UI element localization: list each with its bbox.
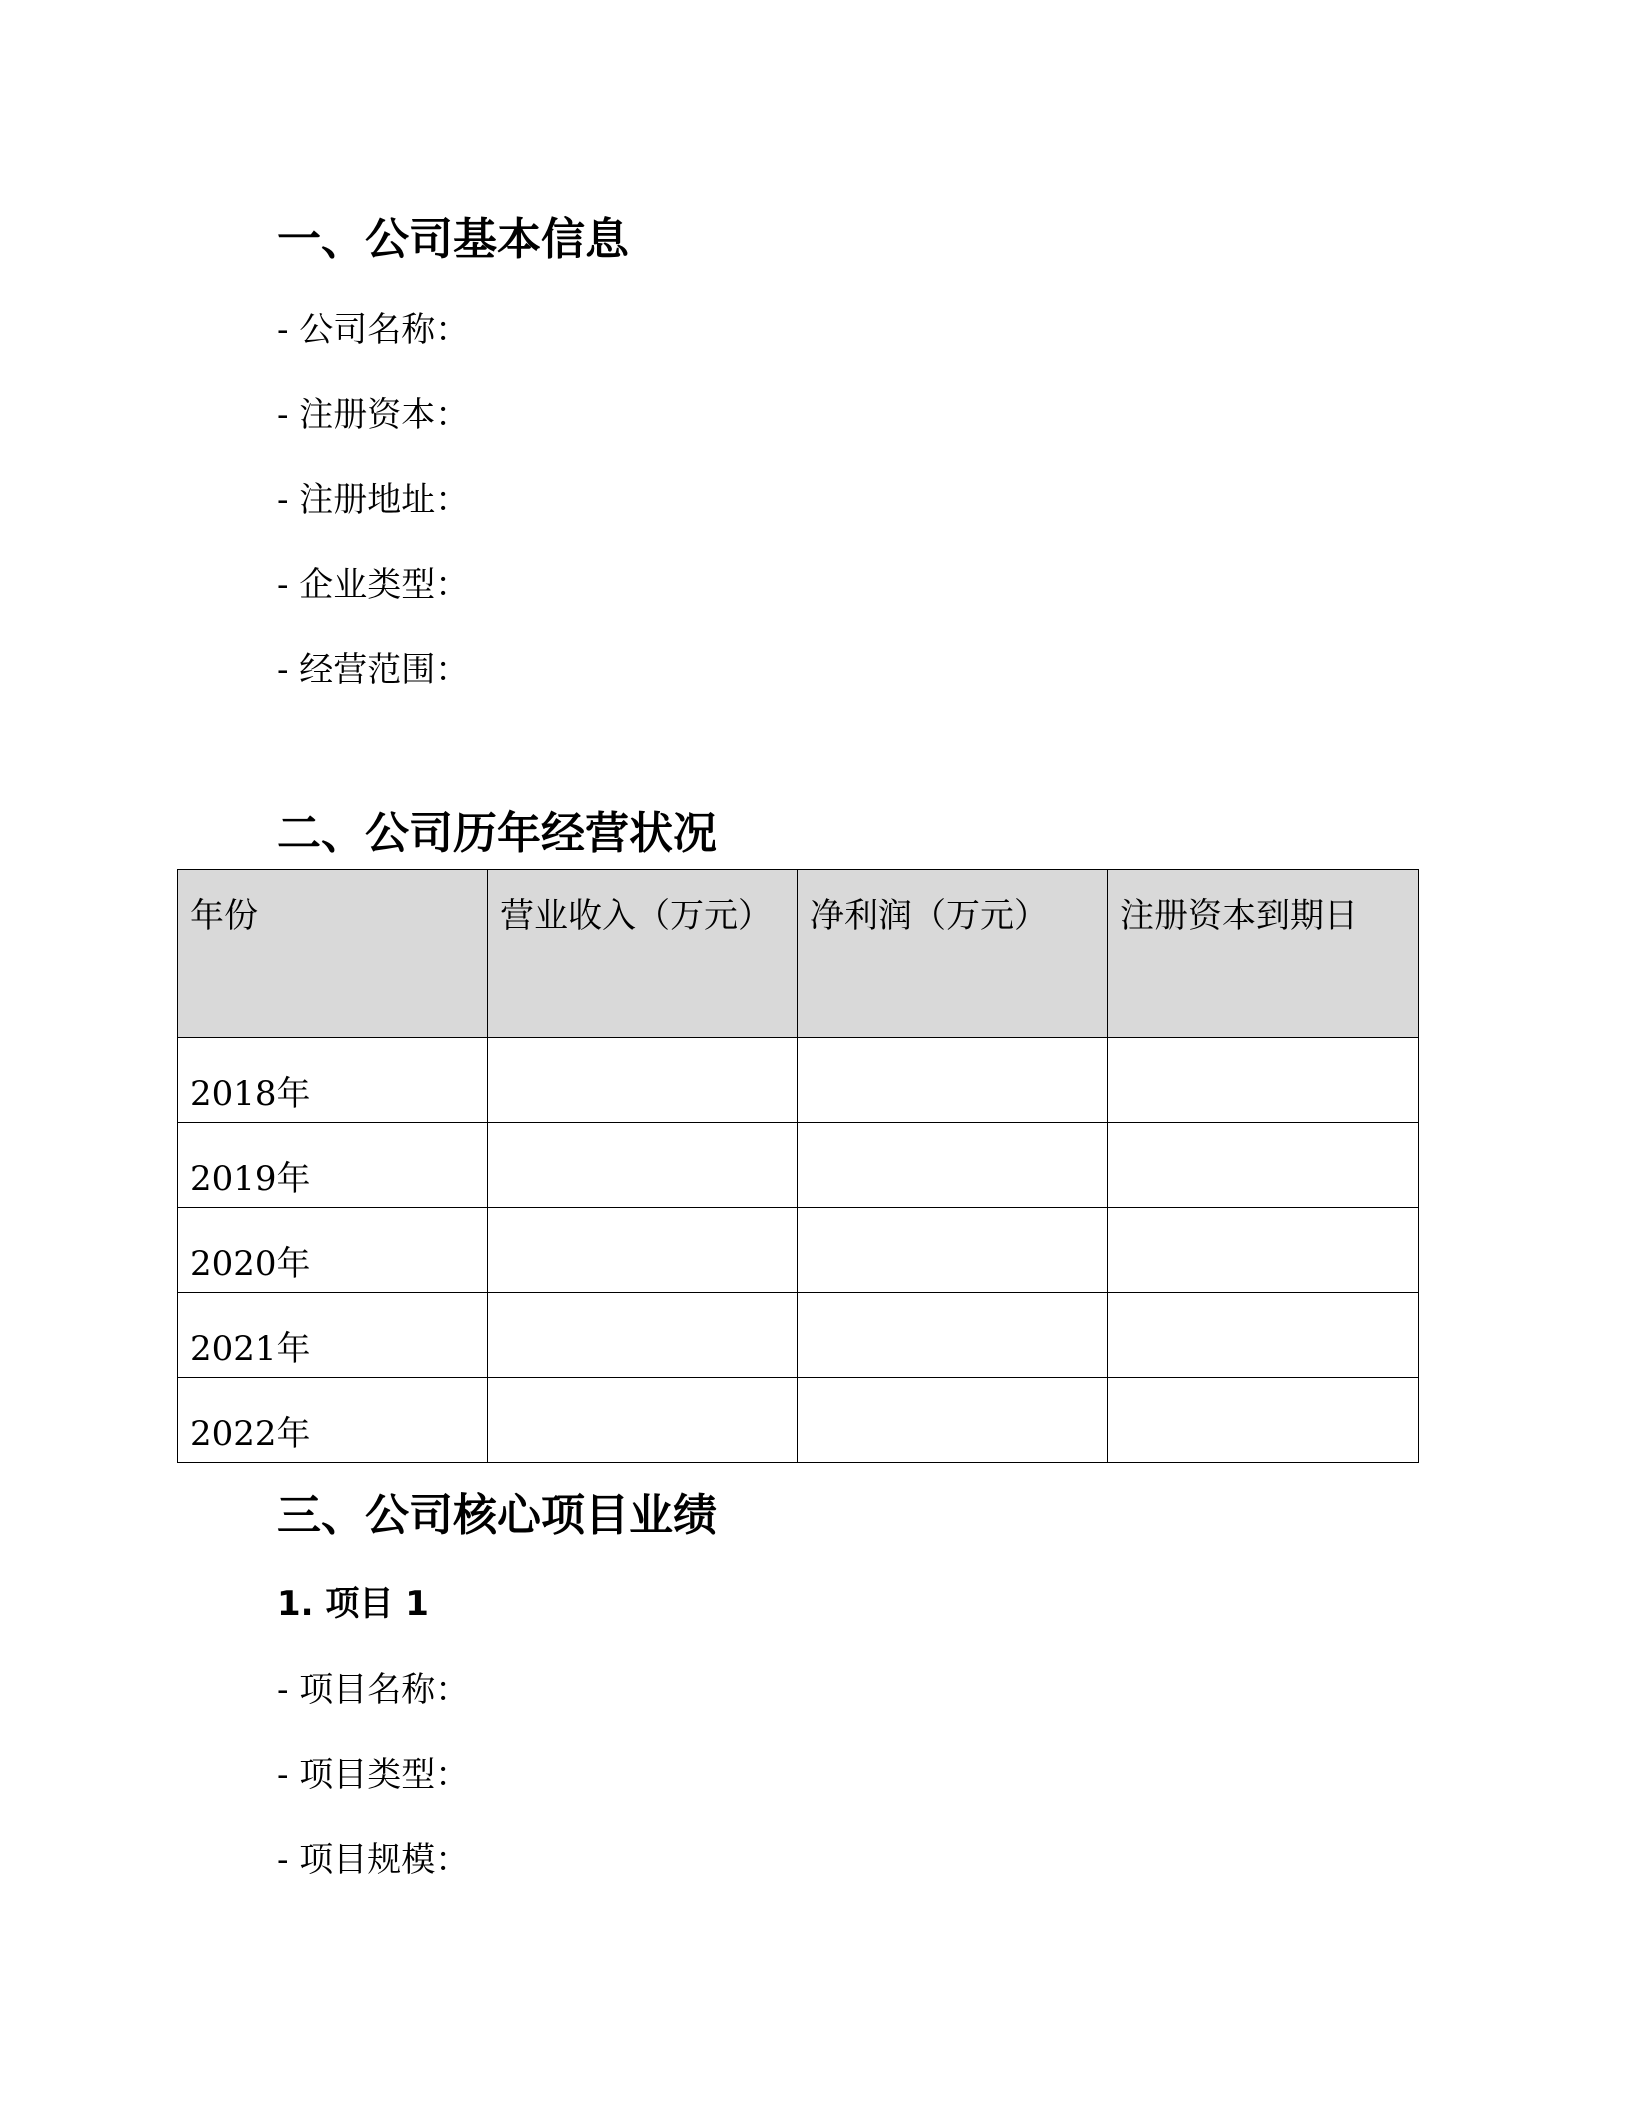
cell-net-profit [798,1038,1108,1123]
business-status-table [177,869,1419,1463]
cell-capital-due-date [1108,1293,1419,1378]
field-project-scale: - 项目规模： [277,1840,470,1880]
cell-net-profit [798,1293,1108,1378]
cell-capital-due-date [1108,1123,1419,1208]
header-net-profit: 净利润（万元） [798,870,1108,1038]
field-registered-capital: - 注册资本： [277,395,470,435]
cell-year: 2019年 [178,1123,488,1208]
cell-revenue [488,1038,798,1123]
field-registered-address: - 注册地址： [277,480,470,520]
cell-year: 2020年 [178,1208,488,1293]
cell-capital-due-date [1108,1038,1419,1123]
table-row [178,1123,1419,1208]
cell-year: 2021年 [178,1293,488,1378]
table-row [178,1038,1419,1123]
field-company-name: - 公司名称： [277,310,470,350]
cell-net-profit [798,1208,1108,1293]
cell-year: 2018年 [178,1038,488,1123]
section-2-title: 二、公司历年经营状况 [277,808,717,859]
header-revenue: 营业收入（万元） [488,870,798,1038]
header-capital-due-date: 注册资本到期日 [1108,870,1419,1038]
table-row [178,1208,1419,1293]
cell-capital-due-date [1108,1208,1419,1293]
field-project-name: - 项目名称： [277,1670,470,1710]
table-row [178,1378,1419,1463]
cell-revenue [488,1123,798,1208]
cell-capital-due-date [1108,1378,1419,1463]
table-header-row [178,870,1419,1038]
cell-revenue [488,1208,798,1293]
section-3-title: 三、公司核心项目业绩 [277,1490,717,1541]
table-row [178,1293,1419,1378]
field-enterprise-type: - 企业类型： [277,565,470,605]
field-business-scope: - 经营范围： [277,650,470,690]
section-1-title: 一、公司基本信息 [277,214,629,265]
project-1-title: 1. 项目 1 [277,1584,429,1624]
cell-net-profit [798,1378,1108,1463]
cell-revenue [488,1293,798,1378]
field-project-type: - 项目类型： [277,1755,470,1795]
cell-revenue [488,1378,798,1463]
header-year: 年份 [178,870,488,1038]
cell-net-profit [798,1123,1108,1208]
cell-year: 2022年 [178,1378,488,1463]
